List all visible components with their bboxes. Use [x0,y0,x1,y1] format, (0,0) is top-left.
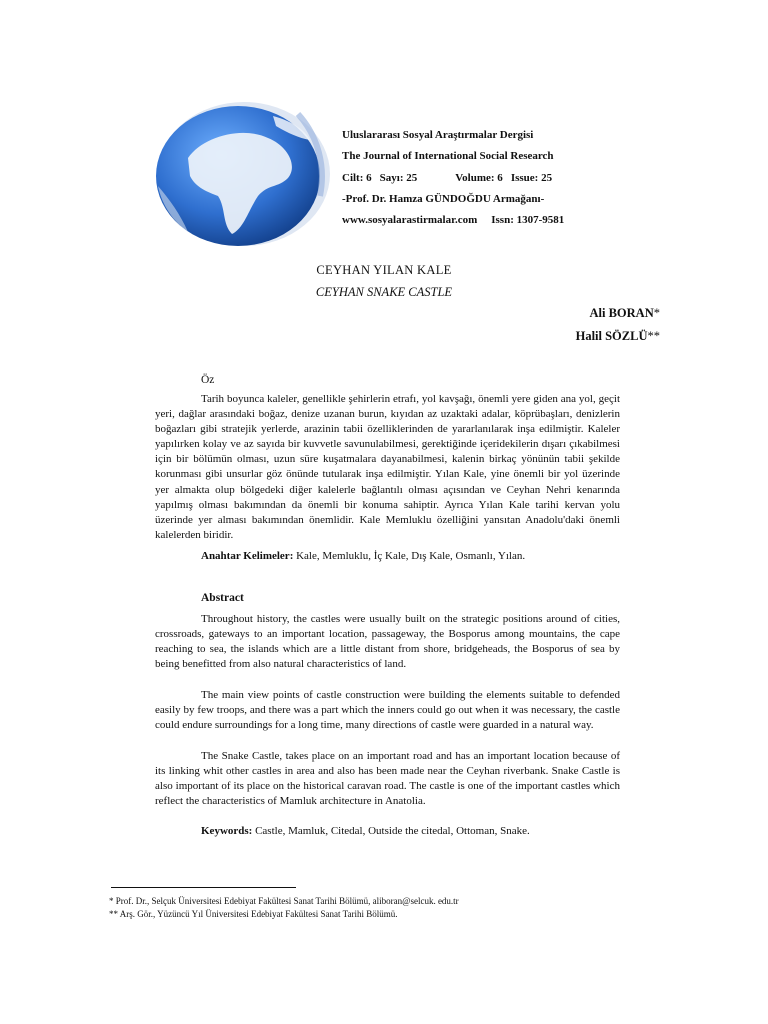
abstract-heading: Abstract [201,592,244,604]
journal-header [342,125,564,231]
oz-keywords: Anahtar Kelimeler: Kale, Memluklu, İç Kale, Dış Kale, Osmanlı, Yılan. [201,550,526,562]
journal-name-tr: Uluslararası Sosyal Araştırmalar Dergisi [342,129,534,141]
cilt: Cilt: 6 [342,171,372,184]
festschrift-line: -Prof. Dr. Hamza GÜNDOĞDU Armağanı- [342,192,545,205]
abstract-keywords: Keywords: Castle, Mamluk, Citedal, Outside the citedal, Ottoman, Snake. [201,825,530,837]
issue: Issue: 25 [510,171,553,184]
journal-name-en: The Journal of International Social Research [342,150,554,163]
website-issn-line [342,210,564,231]
abstract-paragraph-2: The main view points of castle construction were building the elements suitable to defended easily by few troops, and there was a part which the inners could go out when it was necessary, the castle could endure surroundings for a long time, many directions of castle were guarded in a natural way. [155,689,620,732]
footnote-divider [111,887,296,888]
sayi: Sayı: 25 [379,171,418,184]
issn: Issn: 1307-9581 [491,214,565,227]
oz-paragraph: Tarih boyunca kaleler, genellikle şehirlerin etrafı, yol kavşağı, önemli yere giden ana yol, geçit yeri, dağlar arasındaki boğaz, denize uzanan burun, kıyıdan az uzaktaki adalar, köprübaşları, denizlerin boğazları gibi stratejik yerlerde, arazinin tabii özelliklerinden de yararlanılarak inşa edilmiştir. Kaleler yapılırken kolay ve az sayıda bir kuvvetle savunulabilmesi, gerektiğinde içeridekilerin dışarı çıkabilmesi için bir bölümün olması, uzun süre kuşatmalara dayanabilmesi, kalenin birkaç yönünün tabii şekilde korunması gibi unsurlar göz önünde tutularak inşa edilmiştir. Yılan Kale, yine önemli bir yol üzerinde yer almakta olup bölgedeki diğer kalelerle bağlantılı olması açısından ve Ceyhan Nehri kenarında yapılmış olması bakımından da önemli bir konuma sahiptir. Ayrıca Yılan Kale tarihi kervan yolu üzerinde yer alması bakımından önemlidir. Kale Memluklu özelliğini yansıtan Anadolu'daki önemli kalelerden biridir. [155,393,620,541]
author-1: Ali BORAN* [589,306,660,320]
volume-issue-line [342,168,564,189]
footnote-2: ** Arş. Gör., Yüzüncü Yıl Üniversitesi Edebiyat Fakültesi Sanat Tarihi Bölümü. [109,909,398,919]
journal-globe-logo [148,96,330,248]
abstract-paragraph-1: Throughout history, the castles were usually built on the strategic positions around of cities, crossroads, gateways to an important location, passageway, the Bosporus among mountains, the cape reaching to sea, the islands which are a little distant from shore, bridgeheads, the Bosporus of sea by being benefitted from also natural characteristics of land. [155,613,620,671]
website: www.sosyalarastirmalar.com [342,214,478,227]
oz-heading: Öz [201,374,215,386]
article-title-tr: CEYHAN YILAN KALE [316,263,452,277]
abstract-paragraph-3: The Snake Castle, takes place on an important road and has an important location because of its linking whit other castles in area and also has been made near the Ceyhan riverbank. Snake Castle is also important of its place on the historical caravan road. The castle is one of the important castles which reflect the characteristics of Mamluk architecture in Anatolia. [155,750,620,808]
footnote-1: * Prof. Dr., Selçuk Üniversitesi Edebiyat Fakültesi Sanat Tarihi Bölümü, aliboran@selcuk. edu.tr [109,896,459,906]
article-title-en: CEYHAN SNAKE CASTLE [315,285,453,299]
author-2: Halil SÖZLÜ** [575,329,660,343]
volume: Volume: 6 [455,171,503,184]
